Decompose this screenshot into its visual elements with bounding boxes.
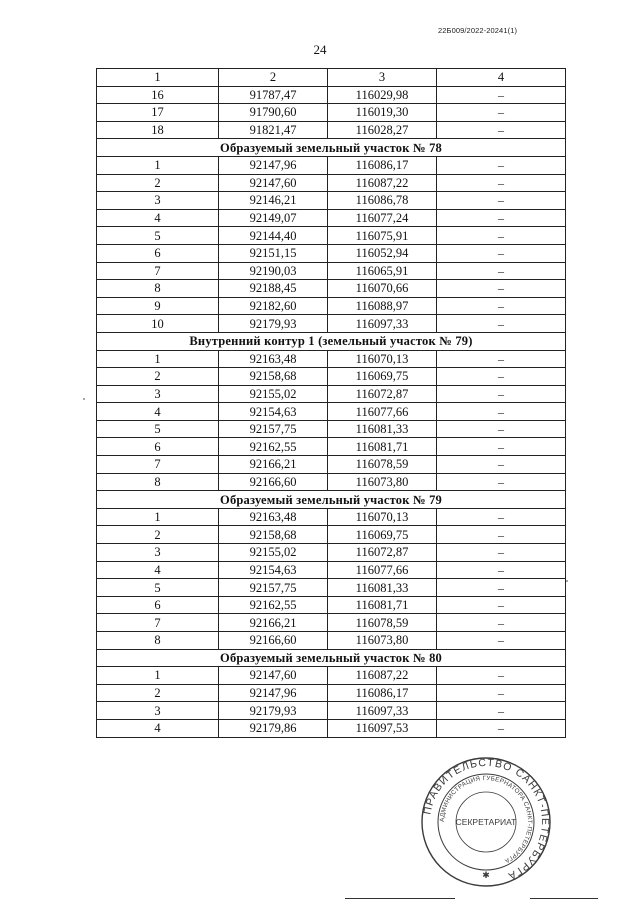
point-number-cell: 2 bbox=[97, 174, 219, 192]
section-title: Образуемый земельный участок № 79 bbox=[97, 491, 566, 509]
x-coordinate-cell: 92179,93 bbox=[219, 315, 328, 333]
x-coordinate-cell: 92147,96 bbox=[219, 684, 328, 702]
table-row bbox=[97, 544, 566, 562]
y-coordinate-cell: 116077,66 bbox=[328, 561, 437, 579]
y-coordinate-cell: 116070,66 bbox=[328, 280, 437, 298]
section-header-row bbox=[97, 332, 566, 350]
x-coordinate-cell: 92149,07 bbox=[219, 209, 328, 227]
y-coordinate-cell: 116097,53 bbox=[328, 719, 437, 737]
point-number-cell: 5 bbox=[97, 227, 219, 245]
table-row bbox=[97, 280, 566, 298]
point-number-cell: 8 bbox=[97, 632, 219, 650]
point-number-cell: 4 bbox=[97, 403, 219, 421]
column-4-cell: – bbox=[437, 719, 566, 737]
x-coordinate-cell: 91821,47 bbox=[219, 121, 328, 139]
table-row bbox=[97, 614, 566, 632]
column-4-cell: – bbox=[437, 350, 566, 368]
x-coordinate-cell: 92188,45 bbox=[219, 280, 328, 298]
table-row bbox=[97, 368, 566, 386]
coordinates-table bbox=[96, 68, 566, 738]
column-4-cell: – bbox=[437, 561, 566, 579]
y-coordinate-cell: 116078,59 bbox=[328, 456, 437, 474]
point-number-cell: 8 bbox=[97, 280, 219, 298]
point-number-cell: 1 bbox=[97, 508, 219, 526]
column-4-cell: – bbox=[437, 86, 566, 104]
table-row bbox=[97, 156, 566, 174]
y-coordinate-cell: 116077,66 bbox=[328, 403, 437, 421]
column-4-cell: – bbox=[437, 156, 566, 174]
column-4-cell: – bbox=[437, 473, 566, 491]
table-row bbox=[97, 297, 566, 315]
column-4-cell: – bbox=[437, 297, 566, 315]
table-row bbox=[97, 104, 566, 122]
column-4-cell: – bbox=[437, 702, 566, 720]
table-row bbox=[97, 473, 566, 491]
scan-speck bbox=[566, 580, 568, 582]
x-coordinate-cell: 92166,60 bbox=[219, 632, 328, 650]
section-title: Образуемый земельный участок № 80 bbox=[97, 649, 566, 667]
column-header: 4 bbox=[437, 69, 566, 87]
table-row bbox=[97, 438, 566, 456]
point-number-cell: 16 bbox=[97, 86, 219, 104]
section-title: Образуемый земельный участок № 78 bbox=[97, 139, 566, 157]
point-number-cell: 18 bbox=[97, 121, 219, 139]
x-coordinate-cell: 92190,03 bbox=[219, 262, 328, 280]
column-4-cell: – bbox=[437, 544, 566, 562]
column-4-cell: – bbox=[437, 508, 566, 526]
x-coordinate-cell: 92144,40 bbox=[219, 227, 328, 245]
y-coordinate-cell: 116077,24 bbox=[328, 209, 437, 227]
table-row bbox=[97, 244, 566, 262]
column-4-cell: – bbox=[437, 614, 566, 632]
x-coordinate-cell: 92147,60 bbox=[219, 667, 328, 685]
y-coordinate-cell: 116072,87 bbox=[328, 544, 437, 562]
column-4-cell: – bbox=[437, 596, 566, 614]
x-coordinate-cell: 92146,21 bbox=[219, 192, 328, 210]
table-row bbox=[97, 209, 566, 227]
x-coordinate-cell: 92154,63 bbox=[219, 561, 328, 579]
page-number: 24 bbox=[313, 42, 327, 57]
x-coordinate-cell: 92166,21 bbox=[219, 456, 328, 474]
table-row bbox=[97, 86, 566, 104]
y-coordinate-cell: 116072,87 bbox=[328, 385, 437, 403]
column-4-cell: – bbox=[437, 262, 566, 280]
point-number-cell: 1 bbox=[97, 156, 219, 174]
table-row bbox=[97, 350, 566, 368]
signature-line bbox=[345, 898, 455, 899]
y-coordinate-cell: 116086,17 bbox=[328, 156, 437, 174]
x-coordinate-cell: 91787,47 bbox=[219, 86, 328, 104]
table-row bbox=[97, 667, 566, 685]
star-icon: ✱ bbox=[482, 870, 490, 880]
x-coordinate-cell: 92155,02 bbox=[219, 385, 328, 403]
point-number-cell: 5 bbox=[97, 420, 219, 438]
y-coordinate-cell: 116078,59 bbox=[328, 614, 437, 632]
table-row bbox=[97, 632, 566, 650]
y-coordinate-cell: 116087,22 bbox=[328, 174, 437, 192]
table-header-row bbox=[97, 69, 566, 87]
section-header-row bbox=[97, 139, 566, 157]
x-coordinate-cell: 92157,75 bbox=[219, 420, 328, 438]
x-coordinate-cell: 91790,60 bbox=[219, 104, 328, 122]
y-coordinate-cell: 116086,17 bbox=[328, 684, 437, 702]
point-number-cell: 3 bbox=[97, 385, 219, 403]
point-number-cell: 6 bbox=[97, 244, 219, 262]
column-4-cell: – bbox=[437, 456, 566, 474]
section-title: Внутренний контур 1 (земельный участок № 79) bbox=[97, 332, 566, 350]
column-4-cell: – bbox=[437, 579, 566, 597]
x-coordinate-cell: 92155,02 bbox=[219, 544, 328, 562]
y-coordinate-cell: 116029,98 bbox=[328, 86, 437, 104]
column-4-cell: – bbox=[437, 403, 566, 421]
table-row bbox=[97, 561, 566, 579]
x-coordinate-cell: 92163,48 bbox=[219, 350, 328, 368]
table-row bbox=[97, 684, 566, 702]
y-coordinate-cell: 116097,33 bbox=[328, 315, 437, 333]
stamp-inner-text: АДМИНИСТРАЦИЯ ГУБЕРНАТОРА САНКТ-ПЕТЕРБУРГА bbox=[438, 774, 534, 865]
column-4-cell: – bbox=[437, 244, 566, 262]
point-number-cell: 8 bbox=[97, 473, 219, 491]
table-row bbox=[97, 702, 566, 720]
point-number-cell: 3 bbox=[97, 544, 219, 562]
x-coordinate-cell: 92158,68 bbox=[219, 526, 328, 544]
point-number-cell: 7 bbox=[97, 456, 219, 474]
y-coordinate-cell: 116070,13 bbox=[328, 508, 437, 526]
column-4-cell: – bbox=[437, 368, 566, 386]
y-coordinate-cell: 116073,80 bbox=[328, 632, 437, 650]
x-coordinate-cell: 92147,60 bbox=[219, 174, 328, 192]
y-coordinate-cell: 116069,75 bbox=[328, 368, 437, 386]
x-coordinate-cell: 92147,96 bbox=[219, 156, 328, 174]
table-row bbox=[97, 262, 566, 280]
column-4-cell: – bbox=[437, 192, 566, 210]
point-number-cell: 1 bbox=[97, 350, 219, 368]
point-number-cell: 2 bbox=[97, 368, 219, 386]
column-4-cell: – bbox=[437, 280, 566, 298]
point-number-cell: 17 bbox=[97, 104, 219, 122]
table-row bbox=[97, 526, 566, 544]
document-number: 22Б009/2022-20241(1) bbox=[438, 26, 518, 35]
point-number-cell: 3 bbox=[97, 192, 219, 210]
table-row bbox=[97, 403, 566, 421]
column-4-cell: – bbox=[437, 209, 566, 227]
table-row bbox=[97, 596, 566, 614]
point-number-cell: 10 bbox=[97, 315, 219, 333]
x-coordinate-cell: 92166,60 bbox=[219, 473, 328, 491]
column-4-cell: – bbox=[437, 227, 566, 245]
y-coordinate-cell: 116070,13 bbox=[328, 350, 437, 368]
y-coordinate-cell: 116081,71 bbox=[328, 596, 437, 614]
x-coordinate-cell: 92182,60 bbox=[219, 297, 328, 315]
x-coordinate-cell: 92166,21 bbox=[219, 614, 328, 632]
y-coordinate-cell: 116069,75 bbox=[328, 526, 437, 544]
stamp-center-text: СЕКРЕТАРИАТ bbox=[455, 817, 517, 827]
y-coordinate-cell: 116065,91 bbox=[328, 262, 437, 280]
y-coordinate-cell: 116081,33 bbox=[328, 579, 437, 597]
y-coordinate-cell: 116075,91 bbox=[328, 227, 437, 245]
column-4-cell: – bbox=[437, 104, 566, 122]
table-row bbox=[97, 719, 566, 737]
point-number-cell: 7 bbox=[97, 614, 219, 632]
column-4-cell: – bbox=[437, 121, 566, 139]
table-row bbox=[97, 227, 566, 245]
y-coordinate-cell: 116097,33 bbox=[328, 702, 437, 720]
column-4-cell: – bbox=[437, 420, 566, 438]
column-header: 3 bbox=[328, 69, 437, 87]
point-number-cell: 6 bbox=[97, 596, 219, 614]
signature-line bbox=[530, 898, 598, 899]
section-header-row bbox=[97, 649, 566, 667]
point-number-cell: 5 bbox=[97, 579, 219, 597]
column-4-cell: – bbox=[437, 315, 566, 333]
column-4-cell: – bbox=[437, 667, 566, 685]
x-coordinate-cell: 92179,93 bbox=[219, 702, 328, 720]
table-row bbox=[97, 456, 566, 474]
point-number-cell: 2 bbox=[97, 684, 219, 702]
column-4-cell: – bbox=[437, 438, 566, 456]
table-row bbox=[97, 121, 566, 139]
column-header: 1 bbox=[97, 69, 219, 87]
table-row bbox=[97, 315, 566, 333]
x-coordinate-cell: 92162,55 bbox=[219, 438, 328, 456]
x-coordinate-cell: 92158,68 bbox=[219, 368, 328, 386]
point-number-cell: 4 bbox=[97, 719, 219, 737]
y-coordinate-cell: 116073,80 bbox=[328, 473, 437, 491]
table-row bbox=[97, 508, 566, 526]
x-coordinate-cell: 92157,75 bbox=[219, 579, 328, 597]
section-header-row bbox=[97, 491, 566, 509]
x-coordinate-cell: 92154,63 bbox=[219, 403, 328, 421]
point-number-cell: 9 bbox=[97, 297, 219, 315]
stamp-outer-text: ПРАВИТЕЛЬСТВО САНКТ-ПЕТЕРБУРГА bbox=[421, 756, 552, 883]
point-number-cell: 4 bbox=[97, 209, 219, 227]
y-coordinate-cell: 116086,78 bbox=[328, 192, 437, 210]
point-number-cell: 4 bbox=[97, 561, 219, 579]
point-number-cell: 7 bbox=[97, 262, 219, 280]
point-number-cell: 1 bbox=[97, 667, 219, 685]
y-coordinate-cell: 116019,30 bbox=[328, 104, 437, 122]
column-4-cell: – bbox=[437, 632, 566, 650]
y-coordinate-cell: 116081,71 bbox=[328, 438, 437, 456]
y-coordinate-cell: 116028,27 bbox=[328, 121, 437, 139]
y-coordinate-cell: 116081,33 bbox=[328, 420, 437, 438]
x-coordinate-cell: 92179,86 bbox=[219, 719, 328, 737]
x-coordinate-cell: 92163,48 bbox=[219, 508, 328, 526]
y-coordinate-cell: 116088,97 bbox=[328, 297, 437, 315]
table-row bbox=[97, 579, 566, 597]
point-number-cell: 6 bbox=[97, 438, 219, 456]
table-row bbox=[97, 174, 566, 192]
y-coordinate-cell: 116087,22 bbox=[328, 667, 437, 685]
official-stamp bbox=[420, 756, 552, 888]
point-number-cell: 2 bbox=[97, 526, 219, 544]
table-row bbox=[97, 192, 566, 210]
x-coordinate-cell: 92162,55 bbox=[219, 596, 328, 614]
y-coordinate-cell: 116052,94 bbox=[328, 244, 437, 262]
column-4-cell: – bbox=[437, 684, 566, 702]
table-row bbox=[97, 420, 566, 438]
scan-speck bbox=[83, 398, 85, 400]
column-header: 2 bbox=[219, 69, 328, 87]
column-4-cell: – bbox=[437, 174, 566, 192]
table-row bbox=[97, 385, 566, 403]
column-4-cell: – bbox=[437, 385, 566, 403]
point-number-cell: 3 bbox=[97, 702, 219, 720]
column-4-cell: – bbox=[437, 526, 566, 544]
x-coordinate-cell: 92151,15 bbox=[219, 244, 328, 262]
